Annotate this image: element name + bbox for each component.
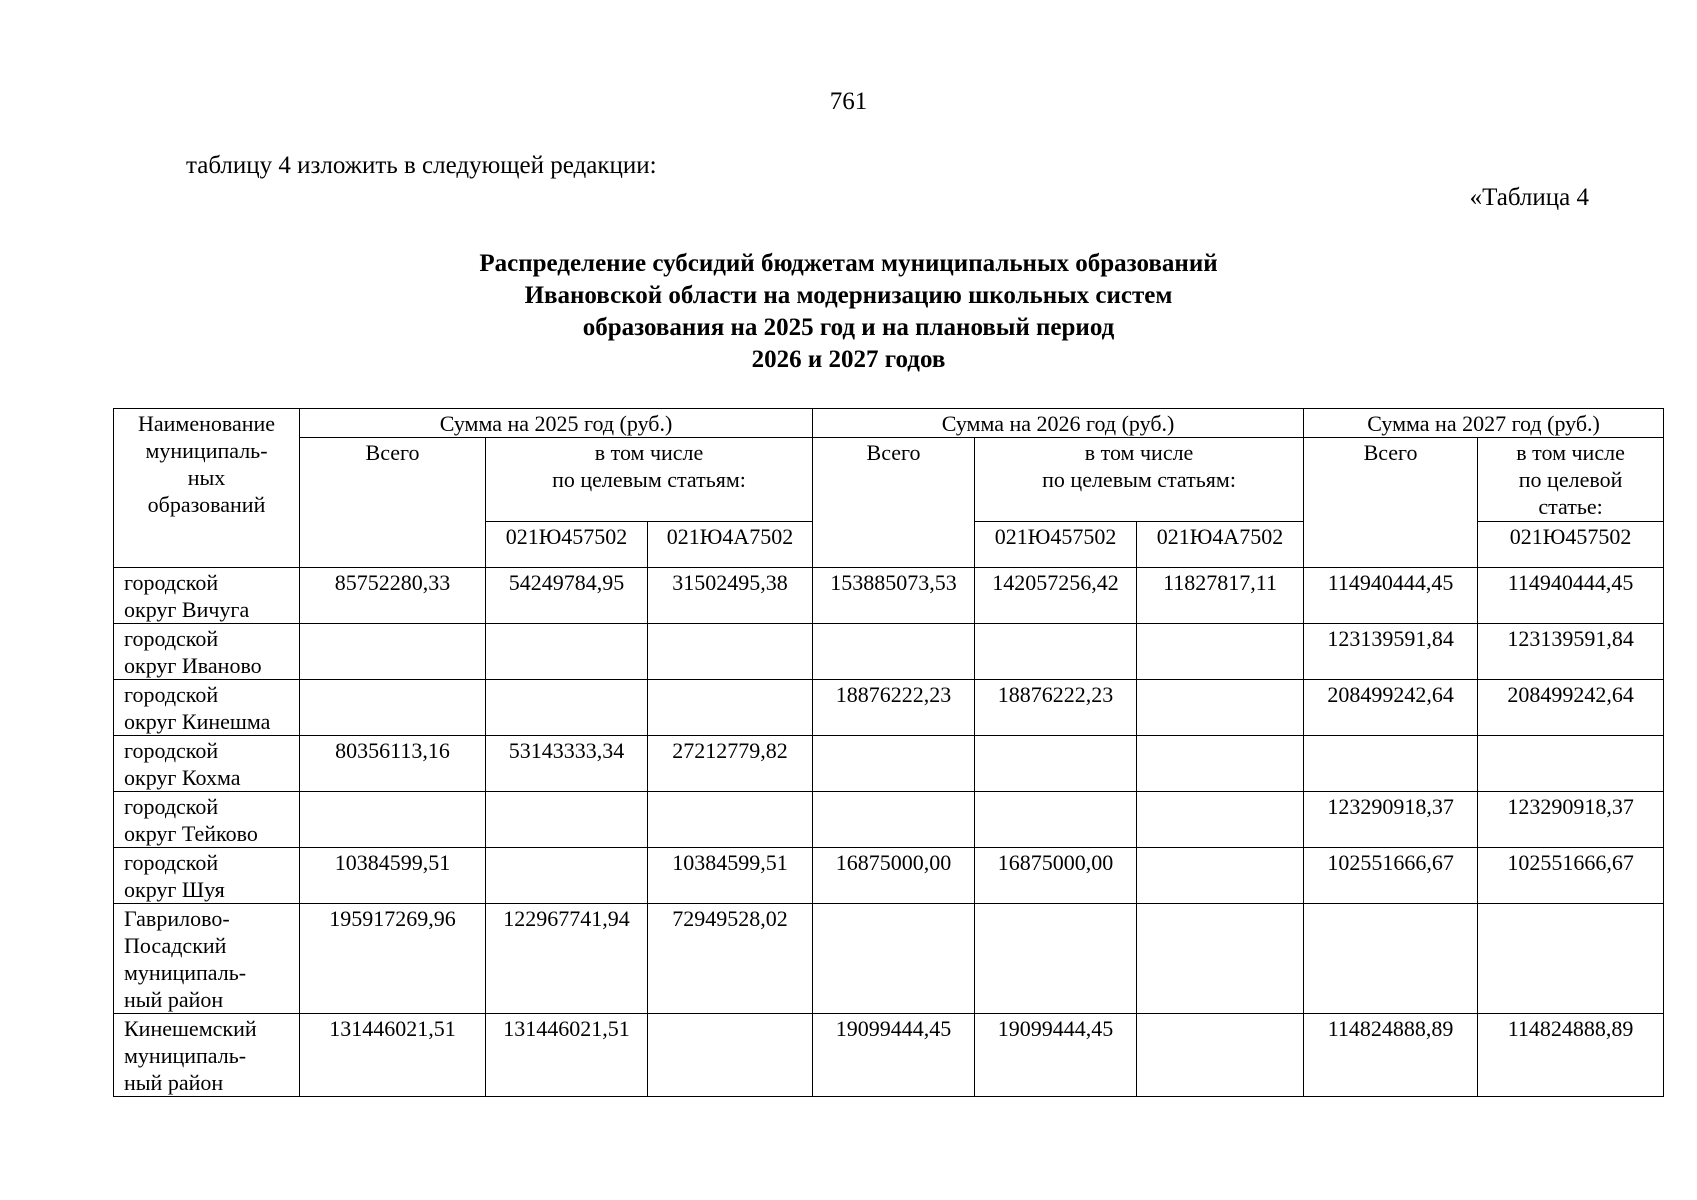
amount-cell: 85752280,33 xyxy=(300,568,486,624)
header-including-2026: в том числе по целевым статьям: xyxy=(975,438,1304,522)
intro-text: таблицу 4 изложить в следующей редакции: xyxy=(186,152,657,179)
amount-cell: 122967741,94 xyxy=(486,904,648,1014)
table-row xyxy=(114,624,1664,680)
amount-cell: 102551666,67 xyxy=(1478,848,1664,904)
table-row xyxy=(114,1014,1664,1097)
amount-cell: 114940444,45 xyxy=(1304,568,1478,624)
table-title-line: 2026 и 2027 годов xyxy=(751,346,946,373)
municipality-name: Гаврилово- Посадский муниципаль- ный район xyxy=(114,904,300,1014)
amount-cell: 11827817,11 xyxy=(1137,568,1304,624)
table-row xyxy=(114,792,1664,848)
municipality-name: городской округ Кохма xyxy=(114,736,300,792)
amount-cell xyxy=(1137,624,1304,680)
amount-cell: 142057256,42 xyxy=(975,568,1137,624)
amount-cell xyxy=(813,904,975,1014)
amount-cell xyxy=(1137,792,1304,848)
amount-cell xyxy=(975,904,1137,1014)
header-municipality: Наименование муниципаль- ных образований xyxy=(114,409,300,568)
amount-cell xyxy=(486,848,648,904)
amount-cell: 31502495,38 xyxy=(648,568,813,624)
amount-cell xyxy=(813,792,975,848)
amount-cell: 114824888,89 xyxy=(1478,1014,1664,1097)
amount-cell xyxy=(486,624,648,680)
table-title-line: Распределение субсидий бюджетам муниципальных образований xyxy=(479,250,1218,277)
table-title xyxy=(0,248,1697,376)
header-total-2026: Всего xyxy=(813,438,975,568)
amount-cell: 16875000,00 xyxy=(813,848,975,904)
header-total-2025: Всего xyxy=(300,438,486,568)
header-total-2027: Всего xyxy=(1304,438,1478,568)
municipality-name: городской округ Тейково xyxy=(114,792,300,848)
amount-cell: 80356113,16 xyxy=(300,736,486,792)
municipality-name: Кинешемский муниципаль- ный район xyxy=(114,1014,300,1097)
amount-cell: 72949528,02 xyxy=(648,904,813,1014)
header-code-a-2026: 021Ю457502 xyxy=(975,522,1137,568)
table-row xyxy=(114,568,1664,624)
amount-cell xyxy=(813,736,975,792)
table-row xyxy=(114,904,1664,1014)
amount-cell: 16875000,00 xyxy=(975,848,1137,904)
amount-cell xyxy=(648,792,813,848)
amount-cell: 102551666,67 xyxy=(1304,848,1478,904)
amount-cell: 208499242,64 xyxy=(1478,680,1664,736)
amount-cell: 19099444,45 xyxy=(975,1014,1137,1097)
municipality-name: городской округ Вичуга xyxy=(114,568,300,624)
header-including-2025: в том числе по целевым статьям: xyxy=(486,438,813,522)
amount-cell: 123139591,84 xyxy=(1304,624,1478,680)
subsidy-table xyxy=(113,408,1664,1097)
table-reference: «Таблица 4 xyxy=(1469,184,1589,211)
municipality-name: городской округ Иваново xyxy=(114,624,300,680)
table-row xyxy=(114,680,1664,736)
amount-cell xyxy=(975,736,1137,792)
amount-cell: 131446021,51 xyxy=(486,1014,648,1097)
amount-cell: 123290918,37 xyxy=(1478,792,1664,848)
amount-cell: 27212779,82 xyxy=(648,736,813,792)
amount-cell: 114940444,45 xyxy=(1478,568,1664,624)
amount-cell xyxy=(1478,736,1664,792)
table-row xyxy=(114,736,1664,792)
municipality-name: городской округ Кинешма xyxy=(114,680,300,736)
amount-cell xyxy=(1137,1014,1304,1097)
amount-cell: 123139591,84 xyxy=(1478,624,1664,680)
page-number: 761 xyxy=(829,88,868,115)
amount-cell: 10384599,51 xyxy=(648,848,813,904)
amount-cell xyxy=(1137,680,1304,736)
amount-cell xyxy=(648,624,813,680)
table-title-line: образования на 2025 год и на плановый период xyxy=(582,314,1115,341)
amount-cell: 114824888,89 xyxy=(1304,1014,1478,1097)
header-code-a-2025: 021Ю457502 xyxy=(486,522,648,568)
amount-cell xyxy=(300,624,486,680)
table-body xyxy=(114,568,1664,1097)
amount-cell: 54249784,95 xyxy=(486,568,648,624)
amount-cell xyxy=(300,680,486,736)
amount-cell xyxy=(1137,848,1304,904)
amount-cell: 131446021,51 xyxy=(300,1014,486,1097)
amount-cell: 53143333,34 xyxy=(486,736,648,792)
amount-cell xyxy=(648,680,813,736)
amount-cell xyxy=(975,624,1137,680)
amount-cell: 18876222,23 xyxy=(975,680,1137,736)
amount-cell xyxy=(1304,736,1478,792)
header-code-b-2025: 021Ю4А7502 xyxy=(648,522,813,568)
amount-cell xyxy=(813,624,975,680)
amount-cell: 153885073,53 xyxy=(813,568,975,624)
table-title-line: Ивановской области на модернизацию школьных систем xyxy=(524,282,1173,309)
header-code-b-2026: 021Ю4А7502 xyxy=(1137,522,1304,568)
amount-cell: 195917269,96 xyxy=(300,904,486,1014)
amount-cell xyxy=(1137,904,1304,1014)
header-year-2027: Сумма на 2027 год (руб.) xyxy=(1304,409,1664,438)
table-row xyxy=(114,848,1664,904)
amount-cell: 19099444,45 xyxy=(813,1014,975,1097)
amount-cell xyxy=(1137,736,1304,792)
header-including-2027: в том числе по целевой статье: xyxy=(1478,438,1664,522)
amount-cell: 123290918,37 xyxy=(1304,792,1478,848)
amount-cell: 18876222,23 xyxy=(813,680,975,736)
amount-cell xyxy=(975,792,1137,848)
header-year-2025: Сумма на 2025 год (руб.) xyxy=(300,409,813,438)
amount-cell xyxy=(1478,904,1664,1014)
header-code-a-2027: 021Ю457502 xyxy=(1478,522,1664,568)
amount-cell xyxy=(648,1014,813,1097)
amount-cell xyxy=(486,680,648,736)
amount-cell xyxy=(1304,904,1478,1014)
amount-cell xyxy=(300,792,486,848)
header-year-2026: Сумма на 2026 год (руб.) xyxy=(813,409,1304,438)
municipality-name: городской округ Шуя xyxy=(114,848,300,904)
amount-cell xyxy=(486,792,648,848)
amount-cell: 10384599,51 xyxy=(300,848,486,904)
amount-cell: 208499242,64 xyxy=(1304,680,1478,736)
